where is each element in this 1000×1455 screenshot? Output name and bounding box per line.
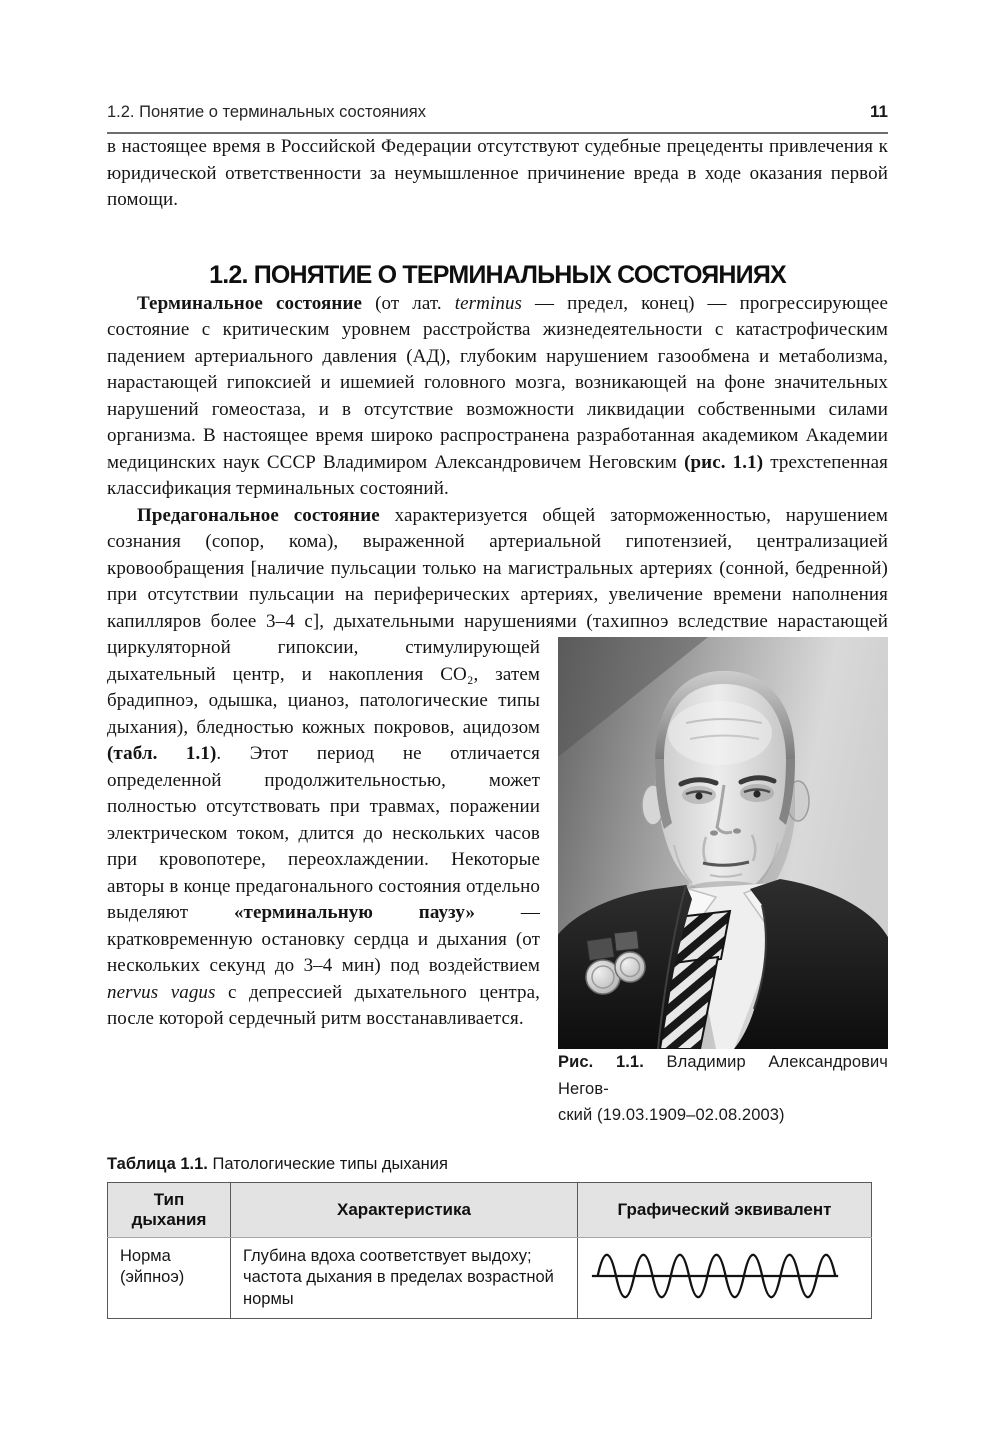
figure-caption-label: Рис. 1.1. bbox=[558, 1053, 644, 1071]
col-header-graphic: Графический эквивалент bbox=[578, 1182, 872, 1237]
table-header-row bbox=[108, 1182, 872, 1237]
preagonal-text-3: . Этот период не отличается определенной продолжительностью, может полностью отсутствовать при травмах, поражении электрическом током, длится до нескольких часов при кровопотере, переохлаждении. Некоторые авторы в конце предагонального состояния отдельно выделяют bbox=[107, 743, 540, 923]
cell-graphic bbox=[578, 1237, 872, 1319]
table-reference: (табл. 1.1) bbox=[107, 743, 217, 764]
terminal-state-term: Терминальное состояние bbox=[137, 292, 363, 314]
preagonal-state-paragraph bbox=[107, 503, 889, 1124]
col-header-characteristic: Характеристика bbox=[231, 1182, 578, 1237]
preagonal-text-4: — кратковременную остановку сердца и дыхания (от нескольких секунд до 3–4 мин) под воздействием bbox=[107, 902, 540, 976]
page-number: 11 bbox=[870, 102, 888, 121]
figure-1-1 bbox=[558, 637, 888, 1129]
normal-breathing-wave-icon bbox=[590, 1246, 842, 1306]
preagonal-state-term: Предагональное состояние bbox=[137, 504, 380, 526]
running-header-title: 1.2. Понятие о терминальных состояниях bbox=[107, 103, 426, 121]
table-caption-label: Таблица 1.1. bbox=[107, 1154, 208, 1173]
cell-characteristic: Глубина вдоха соответствует выдоху; частота дыхания в пределах возрастной нормы bbox=[231, 1237, 578, 1319]
preagonal-text-5: с депрессией дыхательного центра, после которой сердечный ритм восстанавливается. bbox=[107, 981, 541, 1029]
portrait-photo bbox=[558, 637, 888, 1049]
nervus-vagus-term: nervus vagus bbox=[107, 981, 216, 1003]
preagonal-text-1: характеризуется общей заторможенностью, нарушением сознания (сопор, кома), выраженной артериальной гипотензией, централизацией кровообращения [наличие пульсации только на магистральных артериях (сонной, бедренной) при отсутствии пульсации на периферических артериях, увеличение времени наполнения капилляров более 3–4 с], дыхательными нарушениями (тахипноэ вследствие bbox=[107, 504, 889, 632]
terminal-text-2: — предел, конец) — прогрессирующее состояние с критическим уровнем расстройства жизнедеятельности с катастрофическим падением артериального давления (АД), глубоким нарушением газообмена и метаболизма, нарастающей гипоксией и ишемией головного мозга, возникающей на фоне значительных нарушений гомеостаза, и в отсутствие возможности ликвидации собственными силами организма. В настоящее время широко распространена разработанная академиком Академии медицинских наук СССР Владимиром Александровичем Неговским bbox=[107, 292, 888, 473]
figure-reference: (рис. 1.1) bbox=[684, 451, 764, 473]
intro-paragraph: в настоящее время в Российской Федерации отсутствуют судебные прецеденты привлечения к юридической ответственности за неумышленное причинение вреда в ходе оказания первой помощи. bbox=[107, 136, 888, 210]
cell-breath-type: Норма (эйпноэ) bbox=[108, 1237, 231, 1319]
figure-caption-line2: ский (19.03.1909–02.08.2003) bbox=[558, 1106, 785, 1124]
running-header bbox=[107, 102, 888, 134]
latin-term: terminus bbox=[454, 292, 523, 314]
terminal-state-paragraph bbox=[107, 291, 888, 503]
preagonal-text-2: нарастающей циркуляторной гипоксии, стимулирующей дыхательный центр, и накопления СО₂, затем брадипноэ, одышка, цианоз, патологические типы дыхания), бледностью кожных покровов, ацидозом bbox=[107, 610, 888, 738]
col-header-breath-type: Тип дыхания bbox=[108, 1182, 231, 1237]
figure-caption bbox=[558, 1053, 888, 1124]
terminal-text-3: трехстепенная классификация терминальных состояний. bbox=[107, 451, 888, 499]
figure-caption-line1: Владимир Александрович Негов- bbox=[558, 1053, 888, 1098]
section-heading: 1.2. ПОНЯТИЕ О ТЕРМИНАЛЬНЫХ СОСТОЯНИЯХ bbox=[209, 260, 786, 289]
table-caption-text: Патологические типы дыхания bbox=[207, 1154, 448, 1173]
table-row bbox=[108, 1237, 872, 1319]
breathing-types-table bbox=[107, 1182, 872, 1320]
terminal-text-1: (от лат. bbox=[362, 292, 455, 314]
terminal-pause-term: «терминальную паузу» bbox=[233, 902, 476, 923]
table-caption bbox=[107, 1155, 888, 1174]
